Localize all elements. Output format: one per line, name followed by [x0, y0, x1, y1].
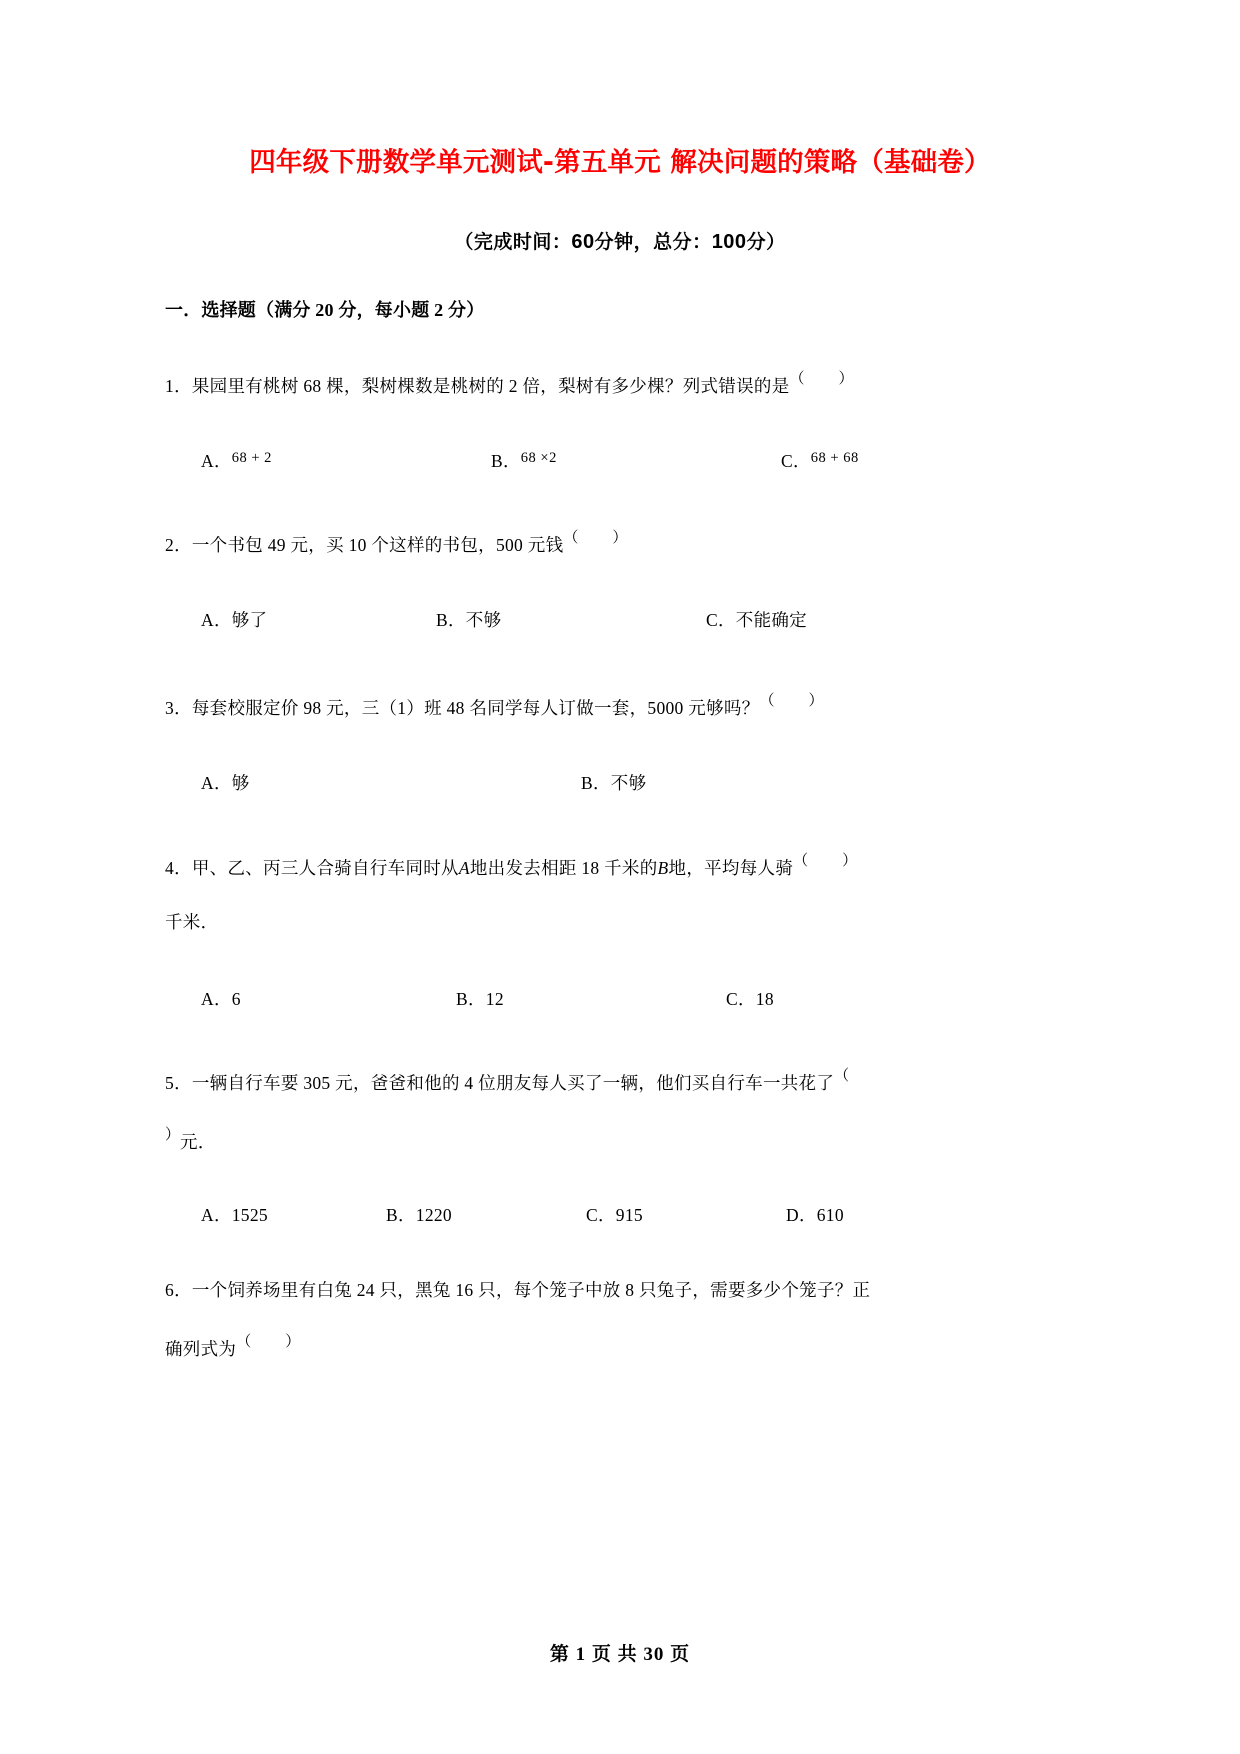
option-1-C-label: C． — [781, 451, 811, 472]
question-4 — [165, 795, 1075, 936]
option-2-B[interactable] — [436, 607, 706, 632]
question-5-text: ．一辆自行车要 305 元，爸爸和他的 4 位朋友每人买了一辆，他们买自行车一共花了 — [174, 1072, 835, 1093]
option-5-D[interactable] — [786, 1202, 844, 1227]
option-4-C-value: 18 — [755, 988, 774, 1009]
option-1-B-label: B． — [491, 451, 521, 472]
question-3-number: 3 — [165, 698, 175, 719]
question-4-var-B: B — [657, 857, 669, 878]
option-3-B[interactable] — [581, 770, 646, 795]
option-2-A-value: 够了 — [231, 610, 268, 631]
option-5-B[interactable] — [386, 1202, 586, 1227]
question-4-stem — [165, 850, 1075, 882]
option-2-B-value: 不够 — [465, 610, 502, 631]
option-5-A[interactable] — [165, 1202, 386, 1227]
question-4-number: 4 — [165, 857, 175, 878]
answer-blank-5-close: ） — [165, 1126, 181, 1143]
question-3 — [165, 632, 1075, 722]
option-2-C-value: 不能确定 — [735, 610, 807, 631]
option-4-B-label: B． — [456, 988, 486, 1009]
question-4-var-A: A — [458, 857, 470, 878]
answer-blank-4: （ ） — [793, 852, 858, 869]
option-4-C[interactable] — [726, 986, 774, 1011]
option-5-C-value: 915 — [615, 1205, 643, 1226]
answer-blank-3: （ ） — [759, 693, 824, 710]
subtitle-middle: 分钟，总分： — [594, 232, 712, 254]
question-3-options — [165, 723, 1075, 795]
option-1-A-value: 68 + 2 — [231, 450, 272, 467]
question-4-text-part2: 地出发去相距 18 千米的 — [469, 857, 658, 878]
option-3-A-label: A． — [201, 772, 232, 793]
option-1-C[interactable] — [781, 448, 859, 473]
total-score-value: 100 — [711, 231, 747, 254]
option-1-B[interactable] — [491, 448, 781, 473]
option-4-B-value: 12 — [485, 988, 504, 1009]
question-1-stem — [165, 368, 1075, 400]
question-3-stem — [165, 690, 1075, 722]
question-5-stem-line2 — [165, 1097, 1075, 1156]
section-heading-choice: 一．选择题（满分 20 分，每小题 2 分） — [165, 300, 485, 321]
question-4-text-part1: ．甲、乙、丙三人合骑自行车同时从 — [174, 857, 459, 878]
question-6 — [165, 1227, 1075, 1363]
option-4-A-label: A． — [201, 988, 232, 1009]
question-2-options — [165, 559, 1075, 632]
question-2-stem — [165, 527, 1075, 559]
page-footer: 第 1 页 共 30 页 — [549, 1644, 691, 1665]
option-3-B-label: B． — [581, 772, 611, 793]
answer-blank-1: （ ） — [789, 371, 854, 388]
question-4-text-part3: 地，平均每人骑 — [668, 857, 794, 878]
question-2-number: 2 — [165, 535, 175, 556]
option-3-A-value: 够 — [231, 772, 250, 793]
subtitle-prefix: （完成时间： — [454, 232, 572, 254]
option-5-D-label: D． — [786, 1205, 817, 1226]
option-2-B-label: B． — [436, 610, 466, 631]
answer-blank-2: （ ） — [563, 530, 628, 547]
question-5-number: 5 — [165, 1072, 175, 1093]
question-4-stem-line2: 千米． — [165, 911, 219, 932]
option-3-A[interactable] — [165, 770, 581, 795]
question-5-stem — [165, 1065, 1075, 1097]
exam-subtitle — [165, 177, 1075, 254]
page-title: 四年级下册数学单元测试-第五单元 解决问题的策略（基础卷） — [249, 147, 991, 178]
option-1-A[interactable] — [165, 448, 491, 473]
option-4-B[interactable] — [456, 986, 726, 1011]
answer-blank-6: （ ） — [236, 1334, 301, 1351]
option-5-A-label: A． — [201, 1205, 232, 1226]
question-5-options — [165, 1156, 1075, 1227]
question-5-unit: 元． — [180, 1131, 216, 1152]
option-1-C-value: 68 + 68 — [810, 450, 859, 467]
question-1-text: ．果园里有桃树 68 棵，梨树棵数是桃树的 2 倍，梨树有多少棵？列式错误的是 — [174, 376, 790, 397]
question-6-text-line2: 确列式为 — [165, 1339, 237, 1360]
option-5-C[interactable] — [586, 1202, 786, 1227]
question-1-options — [165, 400, 1075, 473]
question-6-text: ．一个饲养场里有白兔 24 只，黑兔 16 只，每个笼子中放 8 只兔子，需要多少个笼子？正 — [174, 1280, 871, 1301]
option-5-D-value: 610 — [816, 1205, 844, 1226]
option-1-A-label: A． — [201, 451, 232, 472]
answer-blank-5-open: （ — [834, 1067, 850, 1084]
question-1 — [165, 322, 1075, 400]
question-2-text: ．一个书包 49 元，买 10 个这样的书包，500 元钱 — [174, 535, 564, 556]
question-6-number: 6 — [165, 1280, 175, 1301]
question-3-text: ．每套校服定价 98 元，三（1）班 48 名同学每人订做一套，5000 元够吗？ — [174, 698, 760, 719]
question-6-stem — [165, 1277, 1075, 1304]
option-5-A-value: 1525 — [231, 1205, 268, 1226]
time-limit-value: 60 — [571, 231, 595, 254]
option-2-C-label: C． — [706, 610, 736, 631]
question-5 — [165, 1011, 1075, 1156]
question-4-options — [165, 936, 1075, 1011]
question-2 — [165, 473, 1075, 559]
subtitle-suffix: 分） — [746, 232, 786, 254]
option-4-A[interactable] — [165, 986, 456, 1011]
option-5-B-value: 1220 — [415, 1205, 452, 1226]
option-4-A-value: 6 — [231, 988, 241, 1009]
option-2-A-label: A． — [201, 610, 232, 631]
option-5-C-label: C． — [586, 1205, 616, 1226]
option-3-B-value: 不够 — [610, 772, 647, 793]
option-2-A[interactable] — [165, 607, 436, 632]
question-6-stem-line2 — [165, 1304, 1075, 1363]
option-4-C-label: C． — [726, 988, 756, 1009]
option-1-B-value: 68 ×2 — [520, 450, 557, 467]
option-5-B-label: B． — [386, 1205, 416, 1226]
option-2-C[interactable] — [706, 607, 807, 632]
question-1-number: 1 — [165, 376, 175, 397]
